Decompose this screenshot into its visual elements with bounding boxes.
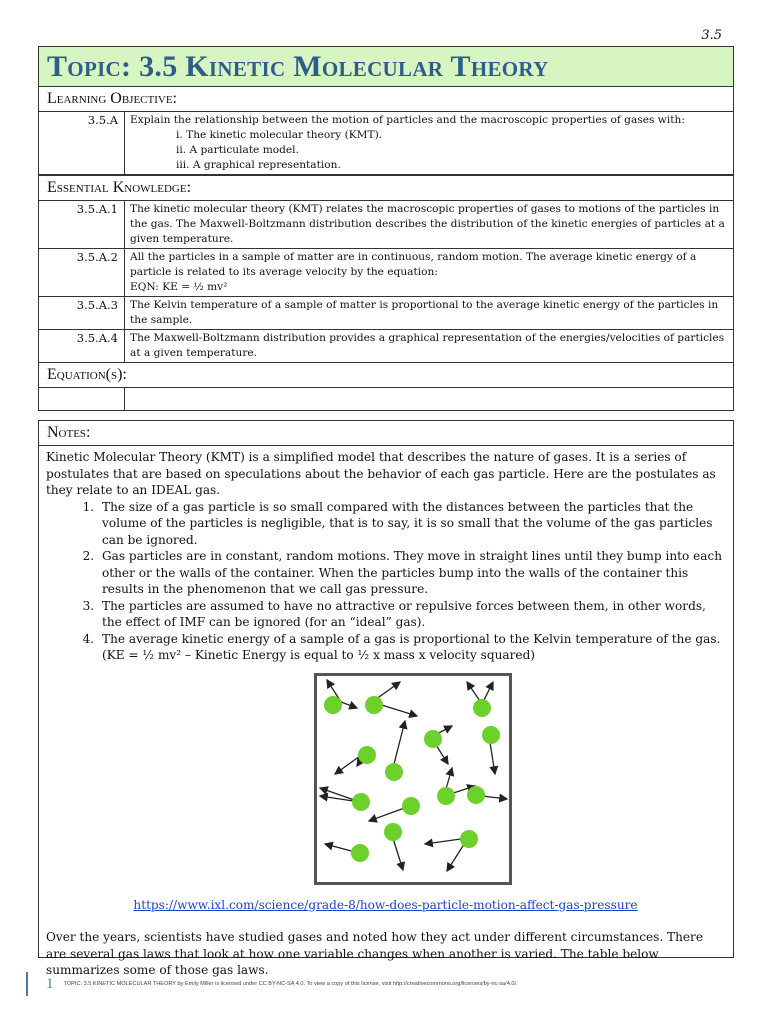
knowledge-main: All the particles in a sample of matter are in continuous, random motion. The average kinetic energy of a particle is related to its average velocity by the equation: [130,251,697,278]
particle-svg [317,676,509,882]
knowledge-row [39,249,733,297]
postulate-item: 1. The size of a gas particle is so small compared with the distances between the particles that the volume of the particles is negligible, that is to say, it is so small that the volume of the gas particles can be ignored. [98,499,725,549]
license-text: TOPIC: 3.5 KINETIC MOLECULAR THEORY by Emily Miller is licensed under CC BY-NC-SA 4.0. To view a copy of this license, visit http://creativecommons.org/licenses/by-nc-sa/4.0/. [63,981,518,987]
objective-main: Explain the relationship between the motion of particles and the macroscopic properties of gases with: [130,114,685,126]
equations-cell [125,388,733,410]
gas-particle-diagram [314,673,512,885]
knowledge-row [39,330,733,363]
knowledge-code: 3.5.A.1 [39,201,125,248]
objective-text [125,112,733,174]
knowledge-code: 3.5.A.4 [39,330,125,362]
knowledge-text [125,249,733,296]
objective-subitem: i. The kinetic molecular theory (KMT). [176,129,383,141]
notes-closing: Over the years, scientists have studied gases and noted how they act under different circumstances. There are several gas laws that look at how one variable changes when another is varied. The table below summarizes some of those gas laws. [46,930,703,977]
topic-title: Topic: 3.5 Kinetic Molecular Theory [39,47,733,87]
knowledge-text: The Kelvin temperature of a sample of matter is proportional to the average kinetic energy of the particles in the sample. [130,299,719,326]
knowledge-code: 3.5.A.2 [39,249,125,296]
notes-heading: Notes: [39,421,733,446]
postulate-item: 4. The average kinetic energy of a sample of a gas is proportional to the Kelvin temperature of the gas. (KE = ½ mv² – Kinetic Energy is equal to ½ x mass x velocity squared) [98,631,725,664]
knowledge-equation: EQN: KE = ½ mv² [130,281,228,293]
postulate-item: 2. Gas particles are in constant, random motions. They move in straight lines until they bump into each other or the walls of the container. When the particles bump into the walls of the container this results in the phenomenon that we call gas pressure. [98,548,725,598]
knowledge-row [39,201,733,249]
notes-intro: Kinetic Molecular Theory (KMT) is a simplified model that describes the nature of gases. It is a series of postulates that are based on speculations about the behavior of each gas particle. Here are the postulates as they relate to an IDEAL gas. [46,450,716,497]
page-number: 3.5 [701,28,722,43]
postulate-item: 3. The particles are assumed to have no attractive or repulsive forces between them, in other words, the effect of IMF can be ignored (for an “ideal” gas). [98,598,725,631]
ixl-link[interactable]: https://www.ixl.com/science/grade-8/how-does-particle-motion-affect-gas-pressure [133,897,638,912]
footer-page-number: 1 [46,975,54,992]
footer [26,972,518,996]
topic-box [38,46,734,411]
objective-code: 3.5.A [39,112,125,174]
ixl-link-line [46,897,725,914]
knowledge-row [39,297,733,330]
knowledge-text: The kinetic molecular theory (KMT) relates the macroscopic properties of gases to motions of the particles in the gas. The Maxwell-Boltzmann distribution describes the distribution of the kinetic energies of particles at a given temperature. [130,203,725,245]
notes-body [39,446,733,979]
knowledge-code: 3.5.A.3 [39,297,125,329]
notes-box [38,420,734,977]
equations-code-cell [39,388,125,410]
learning-objective-row [39,112,733,175]
learning-objective-heading: Learning Objective: [39,87,733,112]
equations-heading: Equation(s): [39,363,733,388]
essential-knowledge-heading: Essential Knowledge: [39,175,733,201]
equations-row [39,388,733,410]
knowledge-text: The Maxwell-Boltzmann distribution provides a graphical representation of the energies/velocities of particles at a given temperature. [130,332,725,359]
objective-subitem: iii. A graphical representation. [176,159,341,171]
objective-subitem: ii. A particulate model. [176,144,299,156]
postulate-list [46,499,725,664]
gas-particles [324,696,500,862]
